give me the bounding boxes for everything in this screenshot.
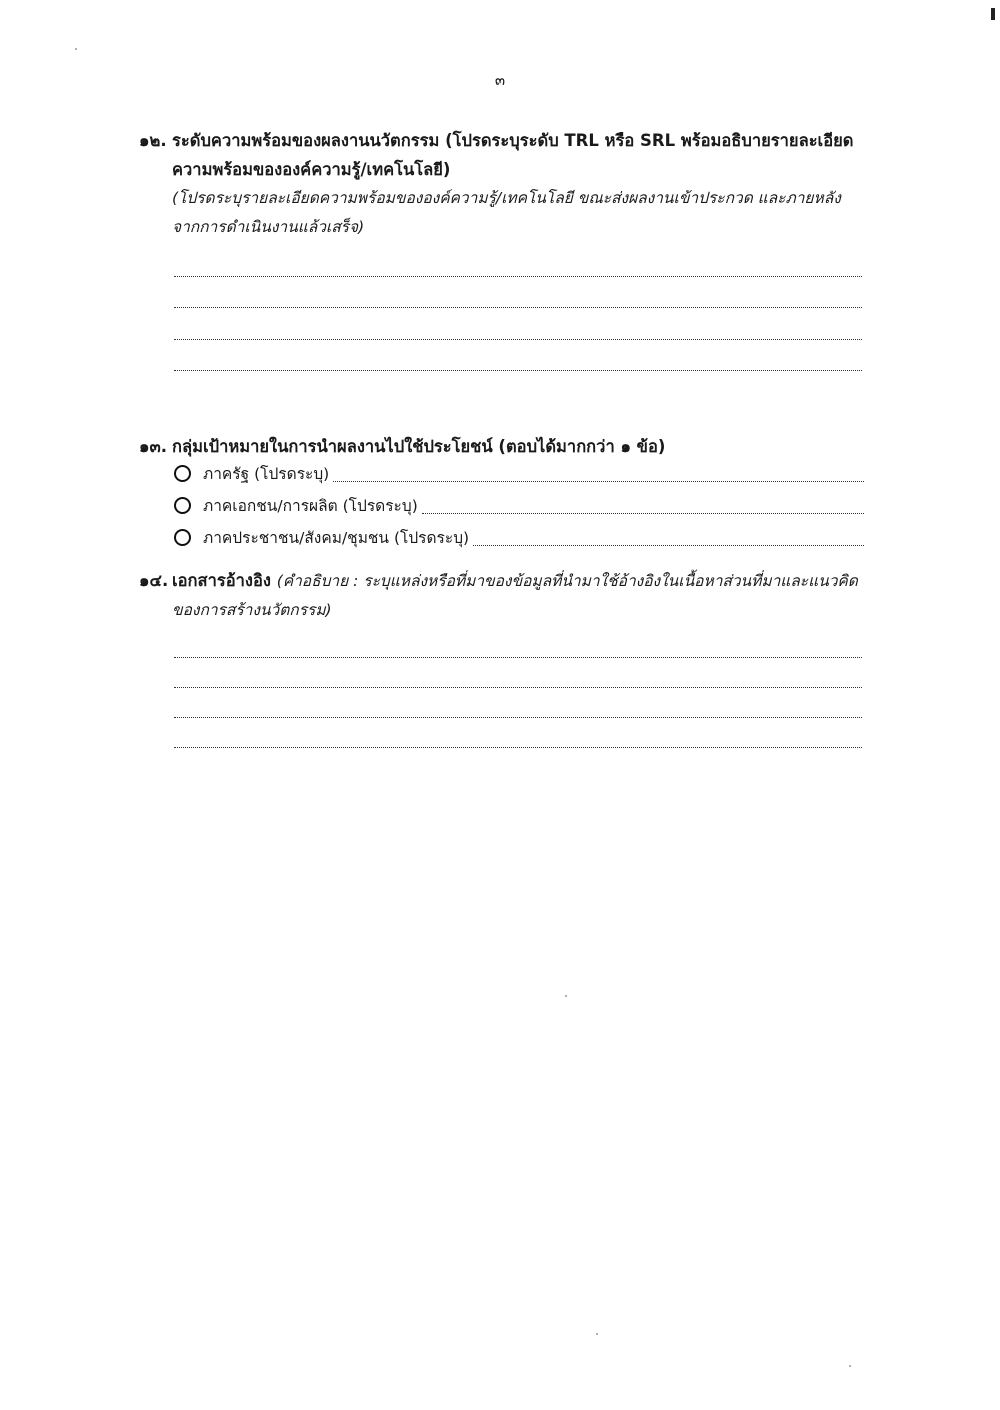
section-12-hint-line1: (โปรดระบุรายละเอียดความพร้อมขององค์ความรู้/เทคโนโลยี ขณะส่งผลงานเข้าประกวด และภายหลัง [172, 189, 841, 207]
scan-edge-mark [991, 8, 995, 20]
section-14-number: ๑๔. [139, 571, 169, 590]
section-12-title-line2: ความพร้อมขององค์ความรู้/เทคโนโลยี) [172, 160, 451, 179]
scan-speck [849, 1365, 851, 1367]
option-private-sector[interactable] [174, 492, 864, 520]
radio-circle-icon[interactable] [174, 497, 191, 514]
option-public-community[interactable] [174, 524, 864, 552]
section-12-answer-line-2[interactable] [174, 307, 862, 308]
section-14-hint-line2: ของการสร้างนวัตกรรม) [172, 601, 332, 619]
radio-circle-icon[interactable] [174, 465, 191, 482]
page-number: ๓ [494, 71, 506, 89]
radio-circle-icon[interactable] [174, 529, 191, 546]
section-14 [139, 566, 909, 625]
scan-speck [75, 48, 77, 50]
section-12 [139, 126, 909, 242]
section-12-answer-line-4[interactable] [174, 370, 862, 371]
section-12-answer-line-1[interactable] [174, 276, 862, 277]
option-private-sector-label: ภาคเอกชน/การผลิต (โปรดระบุ) [203, 497, 418, 515]
section-14-title: เอกสารอ้างอิง [172, 571, 271, 590]
section-14-answer-line-2[interactable] [174, 687, 862, 688]
section-14-answer-line-4[interactable] [174, 747, 862, 748]
section-14-hint-inline: (คำอธิบาย : ระบุแหล่งหรือที่มาของข้อมูลที่นำมาใช้อ้างอิงในเนื้อหาส่วนที่มาและแนวคิด [276, 572, 858, 590]
section-13-title: กลุ่มเป้าหมายในการนำผลงานไปใช้ประโยชน์ (ตอบได้มากกว่า ๑ ข้อ) [172, 437, 666, 456]
option-public-community-label: ภาคประชาชน/สังคม/ชุมชน (โปรดระบุ) [203, 529, 470, 547]
option-public-community-fill-line[interactable] [473, 545, 864, 546]
section-14-answer-line-3[interactable] [174, 717, 862, 718]
option-government[interactable] [174, 460, 864, 488]
scan-speck [565, 995, 567, 997]
section-13 [139, 432, 909, 461]
section-14-heading [139, 566, 909, 596]
scan-speck [596, 1333, 598, 1335]
section-13-heading [139, 432, 909, 461]
section-12-number: ๑๒. [139, 131, 167, 150]
section-12-hint-line2: จากการดำเนินงานแล้วเสร็จ) [172, 218, 365, 236]
section-12-heading [139, 126, 909, 184]
option-private-sector-fill-line[interactable] [422, 513, 864, 514]
option-government-fill-line[interactable] [333, 481, 864, 482]
section-12-title-line1: ระดับความพร้อมของผลงานนวัตกรรม (โปรดระบุระดับ TRL หรือ SRL พร้อมอธิบายรายละเอียด [172, 131, 854, 150]
option-government-label: ภาครัฐ (โปรดระบุ) [203, 465, 330, 483]
section-14-answer-line-1[interactable] [174, 657, 862, 658]
section-13-number: ๑๓. [139, 437, 168, 456]
section-12-answer-line-3[interactable] [174, 339, 862, 340]
